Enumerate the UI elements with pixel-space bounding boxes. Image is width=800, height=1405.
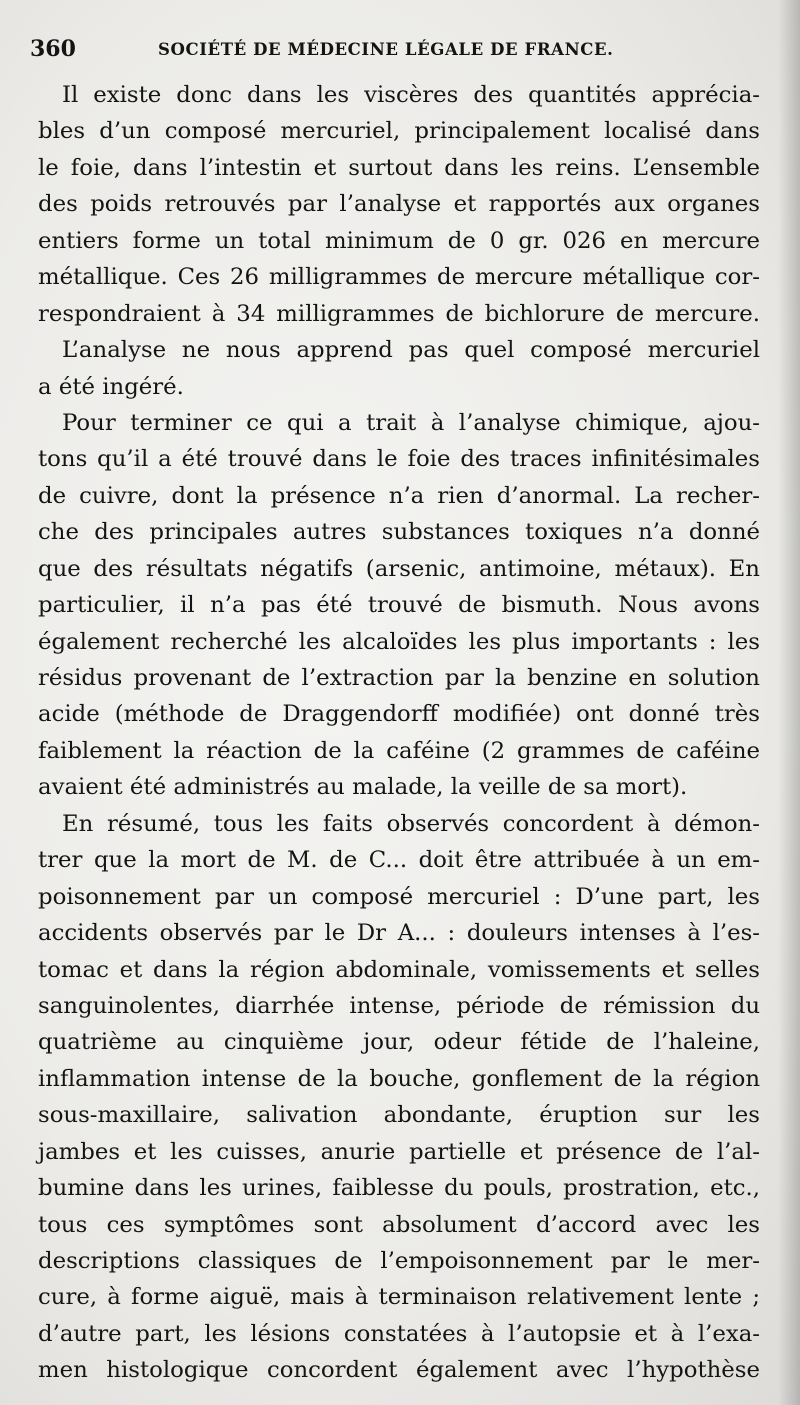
text-line: bles d’un composé mercuriel, principalement localisé dans [38, 118, 760, 145]
text-line: entiers forme un total minimum de 0 gr. 026 en mercure [38, 227, 760, 254]
text-line: faiblement la réaction de la caféine (2 grammes de caféine [38, 737, 760, 764]
text-line: En résumé, tous les faits observés concordent à démon- [62, 810, 760, 837]
page-header [30, 34, 770, 68]
text-line: poisonnement par un composé mercuriel : D’une part, les [38, 883, 760, 910]
page-edge-shadow [778, 0, 800, 1405]
text-line: sanguinolentes, diarrhée intense, période de rémission du [38, 992, 760, 1019]
text-line: particulier, il n’a pas été trouvé de bismuth. Nous avons [38, 592, 760, 619]
body-text [38, 77, 760, 1389]
text-line: Il existe donc dans les viscères des quantités apprécia- [62, 82, 760, 108]
text-line: trer que la mort de M. de C... doit être attribuée à un em- [38, 847, 760, 874]
text-line: tomac et dans la région abdominale, vomissements et selles [38, 956, 760, 983]
text-line: résidus provenant de l’extraction par la benzine en solution [38, 665, 760, 691]
text-line: de cuivre, dont la présence n’a rien d’anormal. La recher- [38, 482, 760, 509]
text-line: respondraient à 34 milligrammes de bichlorure de mercure. [38, 300, 760, 327]
text-line: men histologique concordent également avec l’hypothèse [38, 1357, 760, 1384]
text-line: d’autre part, les lésions constatées à l’autopsie et à l’exa- [38, 1320, 760, 1347]
text-line: quatrième au cinquième jour, odeur fétide de l’haleine, [38, 1029, 760, 1056]
page-number: 360 [30, 36, 76, 62]
text-line: le foie, dans l’intestin et surtout dans les reins. L’ensemble [38, 154, 760, 181]
text-line: a été ingéré. [38, 373, 184, 400]
text-line: cure, à forme aiguë, mais à terminaison relativement lente ; [38, 1284, 760, 1311]
text-line: métallique. Ces 26 milligrammes de mercure métallique cor- [38, 264, 760, 291]
text-line: tous ces symptômes sont absolument d’accord avec les [38, 1211, 760, 1238]
text-line: bumine dans les urines, faiblesse du pouls, prostration, etc., [38, 1175, 760, 1202]
text-line: des poids retrouvés par l’analyse et rapportés aux organes [38, 191, 760, 218]
text-line: également recherché les alcaloïdes les plus importants : les [38, 628, 760, 655]
text-line: L’analyse ne nous apprend pas quel composé mercuriel [62, 337, 760, 364]
text-line: inflammation intense de la bouche, gonflement de la région [38, 1065, 760, 1092]
text-line: che des principales autres substances toxiques n’a donné [38, 519, 760, 546]
text-line: descriptions classiques de l’empoisonnement par le mer- [38, 1248, 760, 1274]
text-line: acide (méthode de Draggendorff modifiée) ont donné très [38, 701, 760, 728]
text-line: avaient été administrés au malade, la veille de sa mort). [38, 774, 688, 801]
text-line: sous-maxillaire, salivation abondante, éruption sur les [38, 1102, 760, 1129]
text-line: Pour terminer ce qui a trait à l’analyse chimique, ajou- [62, 409, 760, 436]
text-line: accidents observés par le Dr A... : douleurs intenses à l’es- [38, 920, 760, 947]
running-head: SOCIÉTÉ DE MÉDECINE LÉGALE DE FRANCE. [158, 40, 614, 59]
text-line: tons qu’il a été trouvé dans le foie des traces infinitésimales [38, 446, 760, 473]
text-line: que des résultats négatifs (arsenic, antimoine, métaux). En [38, 555, 760, 582]
text-line: jambes et les cuisses, anurie partielle et présence de l’al- [38, 1138, 760, 1165]
